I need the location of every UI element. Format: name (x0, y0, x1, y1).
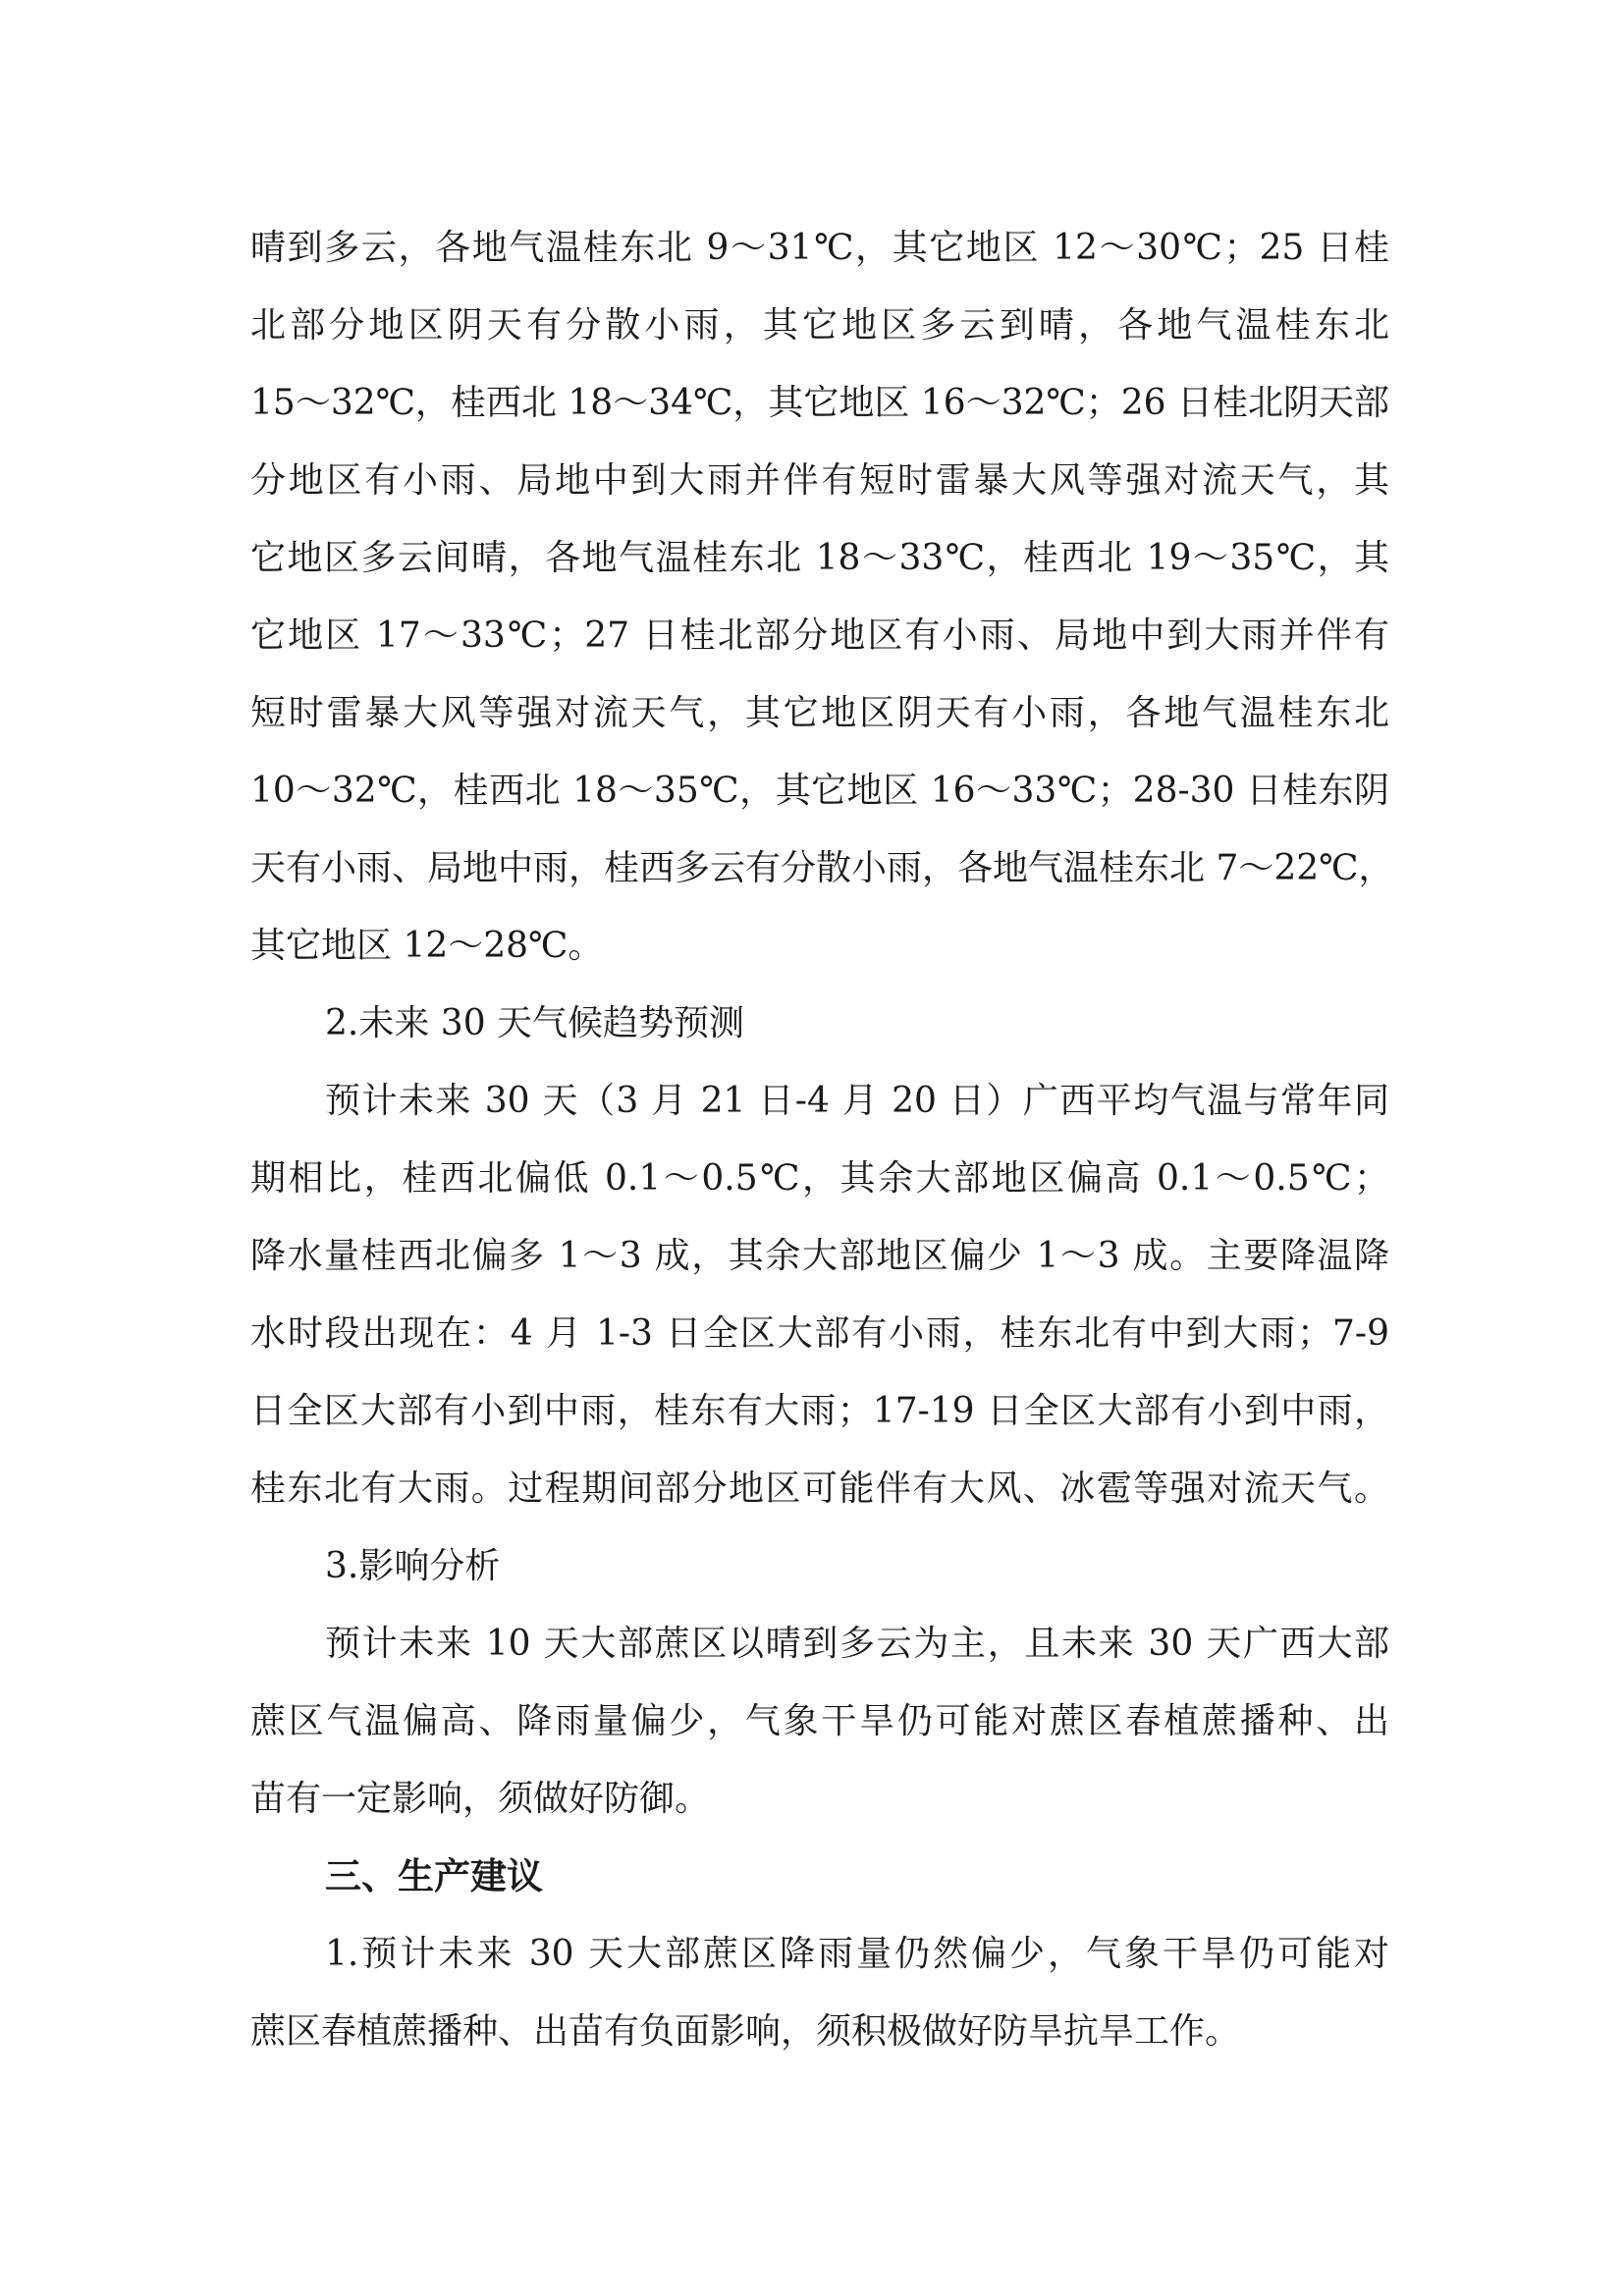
text-line: 15～32℃，桂西北 18～34℃，其它地区 16～32℃；26 日桂北阴天部 (250, 383, 1389, 423)
text-line: 其它地区 12～28℃。 (250, 926, 604, 966)
paragraph-climate-trend (250, 1062, 1389, 1527)
text-line: 日全区大部有小到中雨，桂东有大雨；17-19 日全区大部有小到中雨， (250, 1391, 1389, 1431)
document-page (250, 209, 1394, 2070)
paragraph-weather-forecast-continued (250, 209, 1394, 985)
text-line: 天有小雨、局地中雨，桂西多云有分散小雨，各地气温桂东北 7～22℃， (250, 848, 1394, 888)
text-line: 北部分地区阴天有分散小雨，其它地区多云到晴，各地气温桂东北 (250, 305, 1389, 346)
text-line: 1.预计未来 30 天大部蔗区降雨量仍然偏少，气象干旱仍可能对 (325, 1934, 1389, 1974)
text-line: 它地区 17～33℃；27 日桂北部分地区有小雨、局地中到大雨并伴有 (250, 615, 1389, 656)
text-line: 10～32℃，桂西北 18～35℃，其它地区 16～33℃；28-30 日桂东阴 (250, 771, 1389, 811)
heading-production-advice: 三、生产建议 (325, 1855, 543, 1897)
text-line: 分地区有小雨、局地中到大雨并伴有短时雷暴大风等强对流天气，其 (250, 460, 1389, 501)
text-line: 水时段出现在：4 月 1-3 日全区大部有小雨，桂东北有中到大雨；7-9 (250, 1313, 1389, 1354)
paragraph-advice-item-1 (250, 1915, 1389, 2070)
text-line: 晴到多云，各地气温桂东北 9～31℃，其它地区 12～30℃；25 日桂 (250, 228, 1389, 268)
text-line: 苗有一定影响，须做好防御。 (250, 1779, 711, 1819)
text-line: 短时雷暴大风等强对流天气，其它地区阴天有小雨，各地气温桂东北 (250, 693, 1389, 733)
text-line: 期相比，桂西北偏低 0.1～0.5℃，其余大部地区偏高 0.1～0.5℃； (250, 1158, 1389, 1199)
text-line: 预计未来 30 天（3 月 21 日-4 月 20 日）广西平均气温与常年同 (325, 1081, 1389, 1121)
section-title-impact-analysis: 3.影响分析 (325, 1546, 501, 1586)
text-line: 它地区多云间晴，各地气温桂东北 18～33℃，桂西北 19～35℃，其 (250, 538, 1389, 578)
section-title-climate-trend: 2.未来 30 天气候趋势预测 (325, 1003, 745, 1043)
text-line: 蔗区气温偏高、降雨量偏少，气象干旱仍可能对蔗区春植蔗播种、出 (250, 1701, 1389, 1741)
text-line: 降水量桂西北偏多 1～3 成，其余大部地区偏少 1～3 成。主要降温降 (250, 1236, 1389, 1276)
text-line: 预计未来 10 天大部蔗区以晴到多云为主，且未来 30 天广西大部 (325, 1624, 1389, 1664)
text-line: 蔗区春植蔗播种、出苗有负面影响，须积极做好防旱抗旱工作。 (250, 2011, 1241, 2052)
text-line: 桂东北有大雨。过程期间部分地区可能伴有大风、冰雹等强对流天气。 (250, 1468, 1389, 1509)
paragraph-impact-analysis (250, 1605, 1389, 1838)
